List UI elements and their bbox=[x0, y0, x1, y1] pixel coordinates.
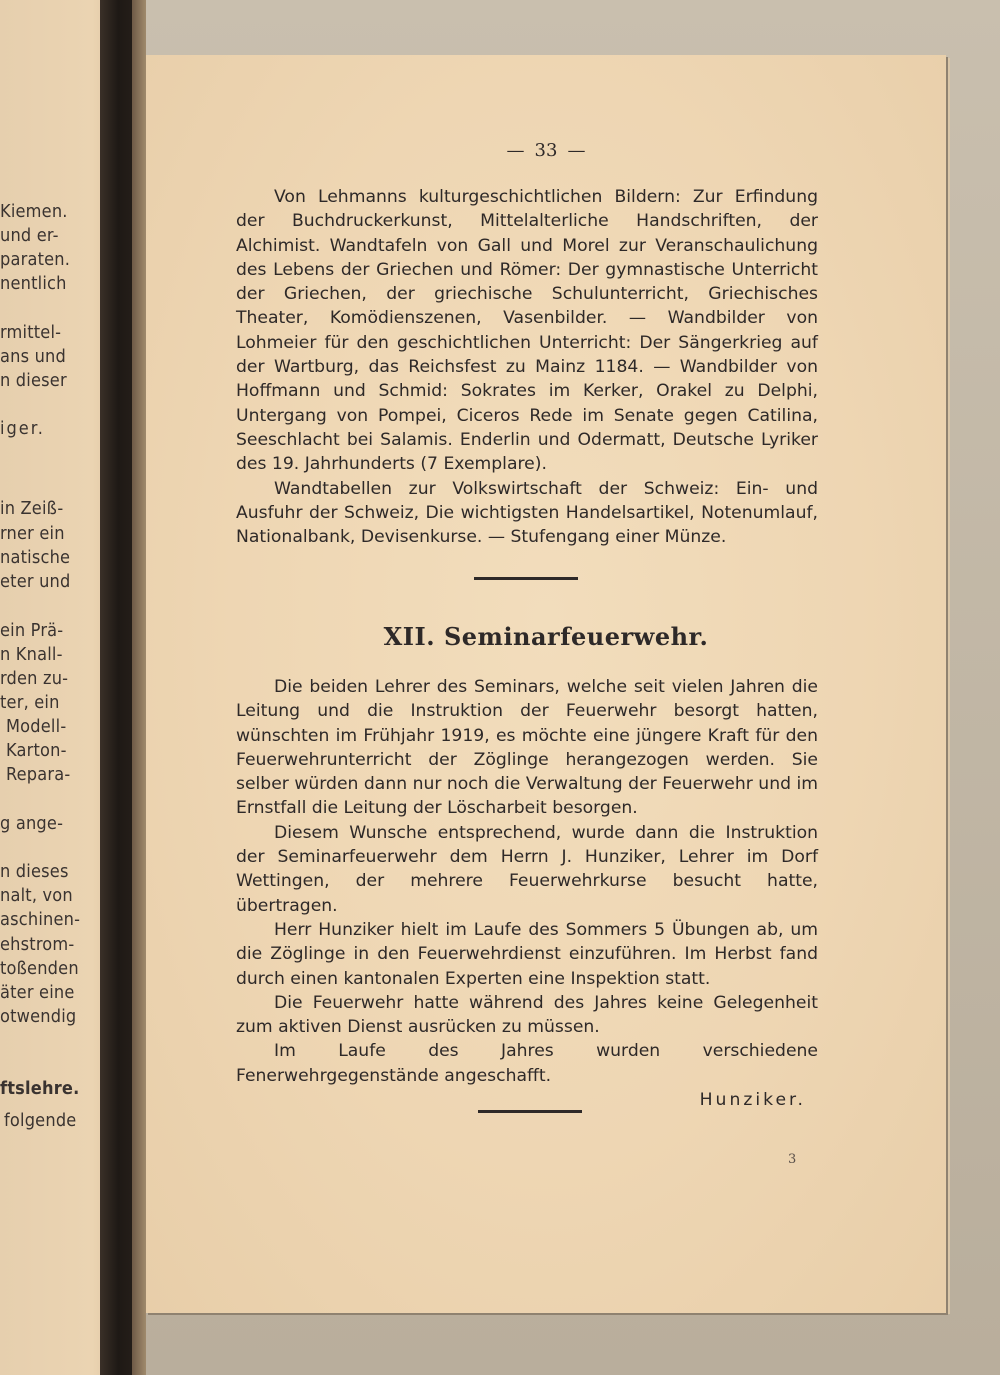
left-line: rner ein bbox=[0, 523, 65, 544]
left-line: ftslehre. bbox=[0, 1078, 80, 1099]
left-line: n dieses bbox=[0, 861, 69, 882]
left-line: n dieser bbox=[0, 370, 67, 391]
left-line: iger. bbox=[0, 418, 45, 439]
left-line: folgende bbox=[4, 1110, 77, 1131]
left-line: ans und bbox=[0, 346, 66, 367]
closing-divider bbox=[478, 1110, 582, 1113]
left-line: äter eine bbox=[0, 982, 75, 1003]
left-line: nentlich bbox=[0, 273, 67, 294]
section-divider bbox=[474, 577, 578, 580]
right-page bbox=[146, 55, 946, 1313]
paragraph: Diesem Wunsche entsprechend, wurde dann die Instruktion der Seminarfeuerwehr dem Herrn J. Hunziker, Lehrer im Dorf Wettingen, der mehrere Feuerwehrkurse besucht hatte, übertragen. bbox=[236, 822, 818, 916]
paragraph: Herr Hunziker hielt im Laufe des Sommers 5 Übungen ab, um die Zöglinge in den Feuerwehrdienst einzuführen. Im Herbst fand durch einen kantonalen Experten eine Inspektion statt. bbox=[236, 919, 818, 989]
paragraph: Die beiden Lehrer des Seminars, welche seit vielen Jahren die Leitung und die Instruktion der Feuerwehr besorgt hatten, wünschten im Frühjahr 1919, es möchte eine jüngere Kraft für den Feuerwehrunterricht der Zöglinge herangezogen werden. Sie selber würden dann nur noch die Verwaltung der Feuerwehr und im Ernstfall die Leitung der Löscharbeit besorgen. bbox=[236, 677, 818, 819]
left-line: und er- bbox=[0, 225, 59, 246]
binding-shadow bbox=[132, 0, 146, 1375]
left-line: Karton- bbox=[6, 740, 67, 761]
left-line: n Knall- bbox=[0, 644, 63, 665]
left-line: rden zu- bbox=[0, 668, 69, 689]
left-line: otwendig bbox=[0, 1006, 77, 1027]
left-line: Modell- bbox=[6, 716, 67, 737]
left-line: in Zeiß- bbox=[0, 498, 64, 519]
left-line: aschinen- bbox=[0, 909, 81, 930]
page-number: 33 bbox=[534, 140, 558, 161]
left-line: ter, ein bbox=[0, 692, 60, 713]
left-line: Repara- bbox=[6, 764, 71, 785]
section-heading: XII. Seminarfeuerwehr. bbox=[383, 622, 709, 651]
paragraph: Von Lehmanns kulturgeschichtlichen Bildern: Zur Erfindung der Buchdruckerkunst, Mittelalterliche Handschriften, der Alchimist. Wandtafeln von Gall und Morel zur Veranschaulichung des Lebens der Griechen und Römer: Der gymnastische Unterricht der Griechen, der griechische Schulunterricht, Griechisches Theater, Komödienszenen, Vasenbilder. — Wandbilder von Lohmeier für den geschichtlichen Unterricht: Der Sängerkrieg auf der Wartburg, das Reichsfest zu Mainz 1184. — Wandbilder von Hoffmann und Schmid: Sokrates im Kerker, Orakel zu Delphi, Untergang von Pompei, Ciceros Rede im Senate gegen Catilina, Seeschlacht bei Salamis. Enderlin und Odermatt, Deutsche Lyriker des 19. Jahrhunderts (7 Exemplare). bbox=[236, 187, 818, 475]
paragraph: Wandtabellen zur Volkswirtschaft der Schweiz: Ein- und Ausfuhr der Schweiz, Die wichtigsten Handelsartikel, Notenumlauf, Nationalbank, Devisenkurse. — Stufengang einer Münze. bbox=[236, 478, 818, 548]
left-line: toßenden bbox=[0, 958, 79, 979]
left-line: ehstrom- bbox=[0, 934, 75, 955]
page-number-line bbox=[146, 140, 946, 161]
left-line: eter und bbox=[0, 571, 71, 592]
sheet-mark: 3 bbox=[788, 1152, 797, 1167]
paragraph: Im Laufe des Jahres wurden verschiedene Fenerwehrgegenstände angeschafft. bbox=[236, 1041, 818, 1086]
left-line: nalt, von bbox=[0, 885, 73, 906]
section-xii-text bbox=[236, 675, 818, 1112]
dash-right: — bbox=[567, 140, 586, 161]
left-line: rmittel- bbox=[0, 322, 62, 343]
signature: Hunziker. bbox=[699, 1090, 806, 1111]
left-line: Kiemen. bbox=[0, 201, 68, 222]
paragraph: Die Feuerwehr hatte während des Jahres keine Gelegenheit zum aktiven Dienst ausrücken zu müssen. bbox=[236, 992, 818, 1038]
section-xi-text bbox=[236, 185, 818, 549]
left-line: natische bbox=[0, 547, 71, 568]
left-line: paraten. bbox=[0, 249, 71, 270]
left-line: g ange- bbox=[0, 813, 64, 834]
left-line: ein Prä- bbox=[0, 620, 64, 641]
dash-left: — bbox=[506, 140, 525, 161]
